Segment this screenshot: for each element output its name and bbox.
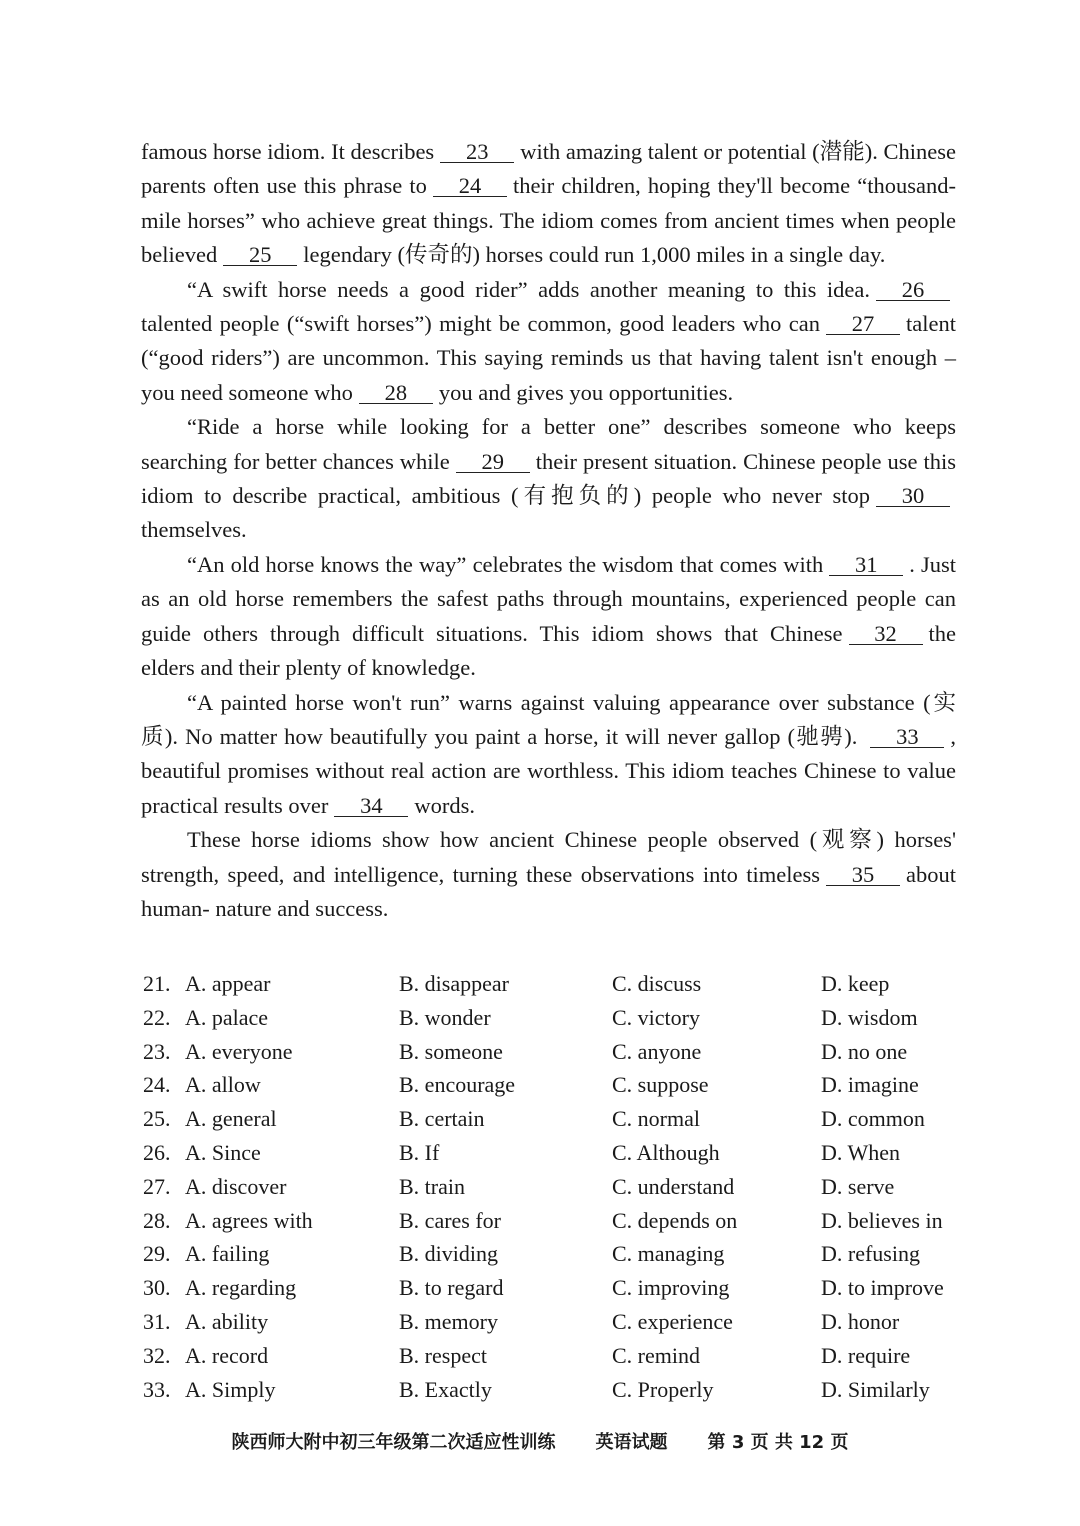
page-footer	[0, 1428, 1080, 1454]
option-b: B. dividing	[399, 1241, 499, 1267]
option-d: D. require	[821, 1342, 911, 1368]
option-a: A. everyone	[185, 1038, 293, 1064]
option-d: D. believes in	[821, 1207, 943, 1233]
option-b: B. If	[399, 1139, 440, 1165]
option-c: C. Properly	[612, 1376, 714, 1402]
blank-30: 30	[876, 486, 950, 507]
blank-23: 23	[440, 142, 514, 163]
exam-title: 陕西师大附中初三年级第二次适应性训练	[231, 1432, 556, 1453]
option-a: A. appear	[185, 971, 271, 996]
paragraph-6: These horse idioms show how ancient Chinese people observed (观察) horses' strength, speed, and intelligence, turning these observations into timeless 35 about human- nature and success.	[141, 827, 956, 921]
question-number: 22.	[143, 1004, 171, 1030]
answer-options	[143, 967, 963, 1406]
option-c: C. managing	[612, 1241, 725, 1267]
blank-34: 34	[334, 796, 408, 817]
option-row	[143, 967, 963, 1001]
paragraph-5: “A painted horse won't run” warns against valuing appearance over substance (实质). No matter how beautifully you paint a horse, it will never gallop (驰骋). 33 , beautiful promises without real action are worthless. This idiom teaches Chinese to value practical results over 34 words.	[141, 689, 957, 818]
option-b: B. respect	[399, 1342, 487, 1368]
option-row	[143, 1204, 963, 1238]
option-c: C. anyone	[612, 1038, 702, 1064]
subject-label: 英语试题	[595, 1432, 668, 1453]
option-a: A. general	[185, 1106, 277, 1132]
page-number: 第 3 页 共 12 页	[707, 1432, 849, 1453]
option-b: B. cares for	[399, 1207, 502, 1233]
blank-35: 35	[826, 865, 900, 886]
option-a: A. regarding	[185, 1275, 297, 1301]
blank-25: 25	[223, 245, 297, 266]
option-d: D. serve	[821, 1173, 895, 1199]
option-b: B. certain	[399, 1106, 485, 1132]
question-number: 33.	[143, 1376, 171, 1402]
option-row	[143, 1001, 963, 1035]
option-row	[143, 1237, 963, 1271]
option-a: A. palace	[185, 1004, 269, 1030]
question-number: 30.	[143, 1275, 171, 1301]
blank-24: 24	[433, 176, 507, 197]
option-row	[143, 1102, 963, 1136]
option-b: B. train	[399, 1173, 465, 1199]
question-number: 31.	[143, 1308, 171, 1334]
blank-32: 32	[849, 624, 923, 645]
option-d: D. no one	[821, 1038, 908, 1064]
option-c: C. depends on	[612, 1207, 738, 1233]
option-d: D. imagine	[821, 1072, 919, 1098]
option-row	[143, 1136, 963, 1170]
question-number: 29.	[143, 1241, 171, 1267]
question-number: 28.	[143, 1207, 171, 1233]
option-row	[143, 1305, 963, 1339]
option-d: D. Similarly	[821, 1376, 930, 1402]
option-d: D. wisdom	[821, 1004, 918, 1030]
option-a: A. Simply	[185, 1376, 276, 1402]
option-a: A. record	[185, 1342, 269, 1368]
option-a: A. failing	[185, 1241, 270, 1267]
option-c: C. experience	[612, 1308, 733, 1334]
option-a: A. allow	[185, 1072, 261, 1098]
option-d: D. common	[821, 1106, 925, 1132]
option-b: B. to regard	[399, 1275, 504, 1301]
option-d: D. to improve	[821, 1275, 944, 1301]
option-a: A. ability	[185, 1308, 269, 1334]
paragraph-3: “Ride a horse while looking for a better one” describes someone who keeps searching for better chances while 29 their present situation. Chinese people use this idiom to describe practical, ambitious (有抱负的) people who never stop 30themselves.	[141, 414, 956, 543]
option-c: C. improving	[612, 1275, 730, 1301]
option-a: A. agrees with	[185, 1207, 313, 1233]
blank-29: 29	[456, 452, 530, 473]
option-c: C. normal	[612, 1106, 700, 1132]
option-b: B. wonder	[399, 1004, 491, 1030]
question-number: 26.	[143, 1139, 171, 1165]
question-number: 27.	[143, 1173, 171, 1199]
option-b: B. memory	[399, 1308, 498, 1334]
question-number: 21.	[143, 971, 171, 996]
blank-27: 27	[826, 314, 900, 335]
blank-26: 26	[876, 280, 950, 301]
question-number: 25.	[143, 1106, 171, 1132]
paragraph-4: “An old horse knows the way” celebrates the wisdom that comes with 31 . Just as an old horse remembers the safest paths through mountains, experienced people can guide others through difficult situations. This idiom shows that Chinese 32 the elders and their plenty of knowledge.	[141, 551, 957, 681]
option-a: A. discover	[185, 1173, 287, 1199]
reading-passage	[141, 135, 956, 926]
option-c: C. remind	[612, 1342, 700, 1368]
option-c: C. understand	[612, 1173, 735, 1199]
option-d: D. honor	[821, 1308, 900, 1334]
question-number: 23.	[143, 1038, 171, 1064]
option-row	[143, 1035, 963, 1069]
option-row	[143, 1170, 963, 1204]
option-row	[143, 1373, 963, 1407]
option-b: B. Exactly	[399, 1376, 492, 1402]
option-row	[143, 1271, 963, 1305]
blank-31: 31	[829, 555, 903, 576]
option-c: C. victory	[612, 1004, 700, 1030]
question-number: 24.	[143, 1072, 171, 1098]
option-b: B. encourage	[399, 1072, 516, 1098]
option-c: C. suppose	[612, 1072, 709, 1098]
option-c: C. discuss	[612, 971, 702, 996]
option-d: D. keep	[821, 971, 890, 996]
option-a: A. Since	[185, 1139, 261, 1165]
option-d: D. refusing	[821, 1241, 920, 1267]
option-row	[143, 1339, 963, 1373]
paragraph-1: famous horse idiom. It describes 23 with amazing talent or potential (潜能). Chinese parents often use this phrase to 24 their children, hoping they'll become “thousand-mile horses” who achieve great things. The idiom comes from ancient times when people believed 25 legendary (传奇的) horses could run 1,000 miles in a single day.	[141, 139, 957, 268]
option-row	[143, 1068, 963, 1102]
blank-28: 28	[359, 383, 433, 404]
blank-33: 33	[870, 727, 944, 748]
option-b: B. disappear	[399, 971, 509, 996]
option-b: B. someone	[399, 1038, 503, 1064]
option-c: C. Although	[612, 1139, 720, 1165]
question-number: 32.	[143, 1342, 171, 1368]
option-d: D. When	[821, 1139, 901, 1165]
paragraph-2: “A swift horse needs a good rider” adds another meaning to this idea. 26talented people (“swift horses”) might be common, good leaders who can 27 talent (“good riders”) are uncommon. This saying reminds us that having talent isn't enough – you need someone who 28 you and gives you opportunities.	[141, 276, 956, 405]
